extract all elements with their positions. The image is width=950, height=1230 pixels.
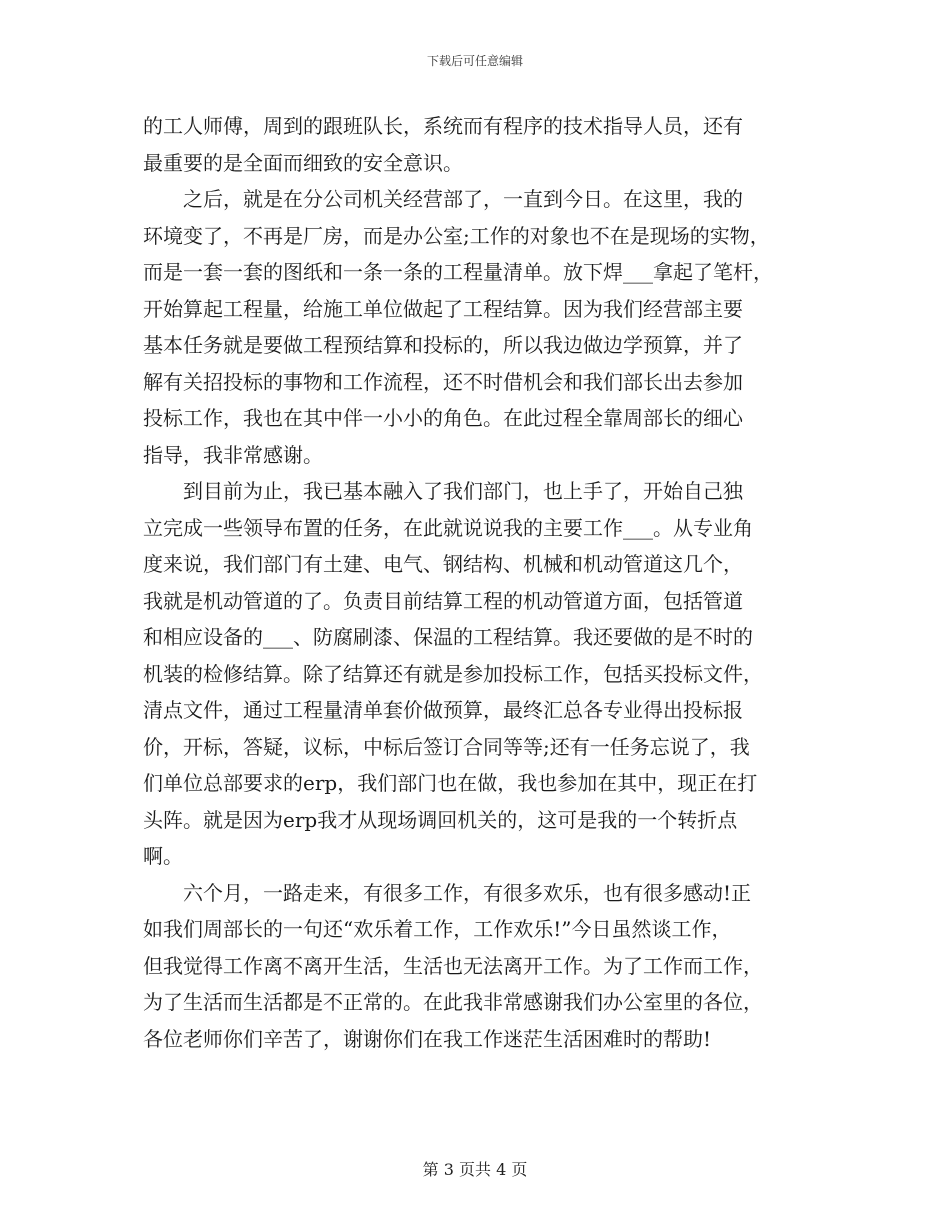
text-line: 解有关招投标的事物和工作流程，还不时借机会和我们部长出去参加 bbox=[143, 369, 743, 394]
text-line: 们单位总部要求的erp，我们部门也在做，我也参加在其中，现正在打 bbox=[143, 771, 758, 795]
text-line: 度来说，我们部门有土建、电气、钢结构、机械和机动管道这几个， bbox=[143, 552, 743, 576]
page-footer: 第 3 页共 4 页 bbox=[422, 1160, 528, 1179]
text-line: 立完成一些领导布置的任务，在此就说说我的主要工作___。从专业角 bbox=[143, 515, 753, 540]
text-line: 指导，我非常感谢。 bbox=[143, 442, 323, 467]
text-line: 头阵。就是因为erp我才从现场调回机关的，这可是我的一个转折点 bbox=[143, 807, 738, 832]
text-line: 但我觉得工作离不离开生活，生活也无法离开工作。为了工作而工作， bbox=[143, 953, 763, 978]
text-line: 的工人师傅，周到的跟班队长，系统而有程序的技术指导人员，还有 bbox=[143, 114, 743, 138]
page-header: 下载后可任意编辑 bbox=[426, 54, 523, 68]
text-line: 价，开标，答疑，议标，中标后签订合同等等;还有一任务忘说了，我 bbox=[143, 734, 750, 759]
text-line: 啊。 bbox=[143, 844, 183, 868]
text-line: 我就是机动管道的了。负责目前结算工程的机动管道方面，包括管道 bbox=[143, 588, 743, 613]
text-line: 机装的检修结算。除了结算还有就是参加投标工作，包括买投标文件， bbox=[143, 661, 763, 686]
text-line: 各位老师你们辛苦了，谢谢你们在我工作迷茫生活困难时的帮助! bbox=[143, 1026, 712, 1051]
text-line: 六个月，一路走来，有很多工作，有很多欢乐，也有很多感动!正 bbox=[143, 880, 752, 905]
text-line: 和相应设备的___、防腐刷漆、保温的工程结算。我还要做的是不时的 bbox=[143, 625, 753, 649]
text-line: 环境变了，不再是厂房，而是办公室;工作的对象也不在是现场的实物， bbox=[143, 223, 770, 248]
text-line: 清点文件，通过工程量清单套价做预算，最终汇总各专业得出投标报 bbox=[143, 698, 743, 722]
text-line: 为了生活而生活都是不正常的。在此我非常感谢我们办公室里的各位， bbox=[143, 990, 763, 1014]
text-line: 最重要的是全面而细致的安全意识。 bbox=[143, 150, 463, 175]
text-line: 如我们周部长的一句还“欢乐着工作，工作欢乐!”今日虽然谈工作， bbox=[143, 917, 732, 941]
text-line: 之后，就是在分公司机关经营部了，一直到今日。在这里，我的 bbox=[143, 187, 743, 211]
text-line: 投标工作，我也在其中伴一小小的角色。在此过程全靠周部长的细心 bbox=[143, 406, 743, 430]
text-line: 到目前为止，我已基本融入了我们部门，也上手了，开始自己独 bbox=[143, 479, 743, 503]
text-line: 而是一套一套的图纸和一条一条的工程量清单。放下焊___拿起了笔杆， bbox=[143, 260, 773, 284]
text-line: 开始算起工程量，给施工单位做起了工程结算。因为我们经营部主要 bbox=[143, 296, 743, 321]
text-line: 基本任务就是要做工程预结算和投标的，所以我边做边学预算，并了 bbox=[143, 333, 743, 357]
document-body bbox=[143, 108, 807, 1057]
